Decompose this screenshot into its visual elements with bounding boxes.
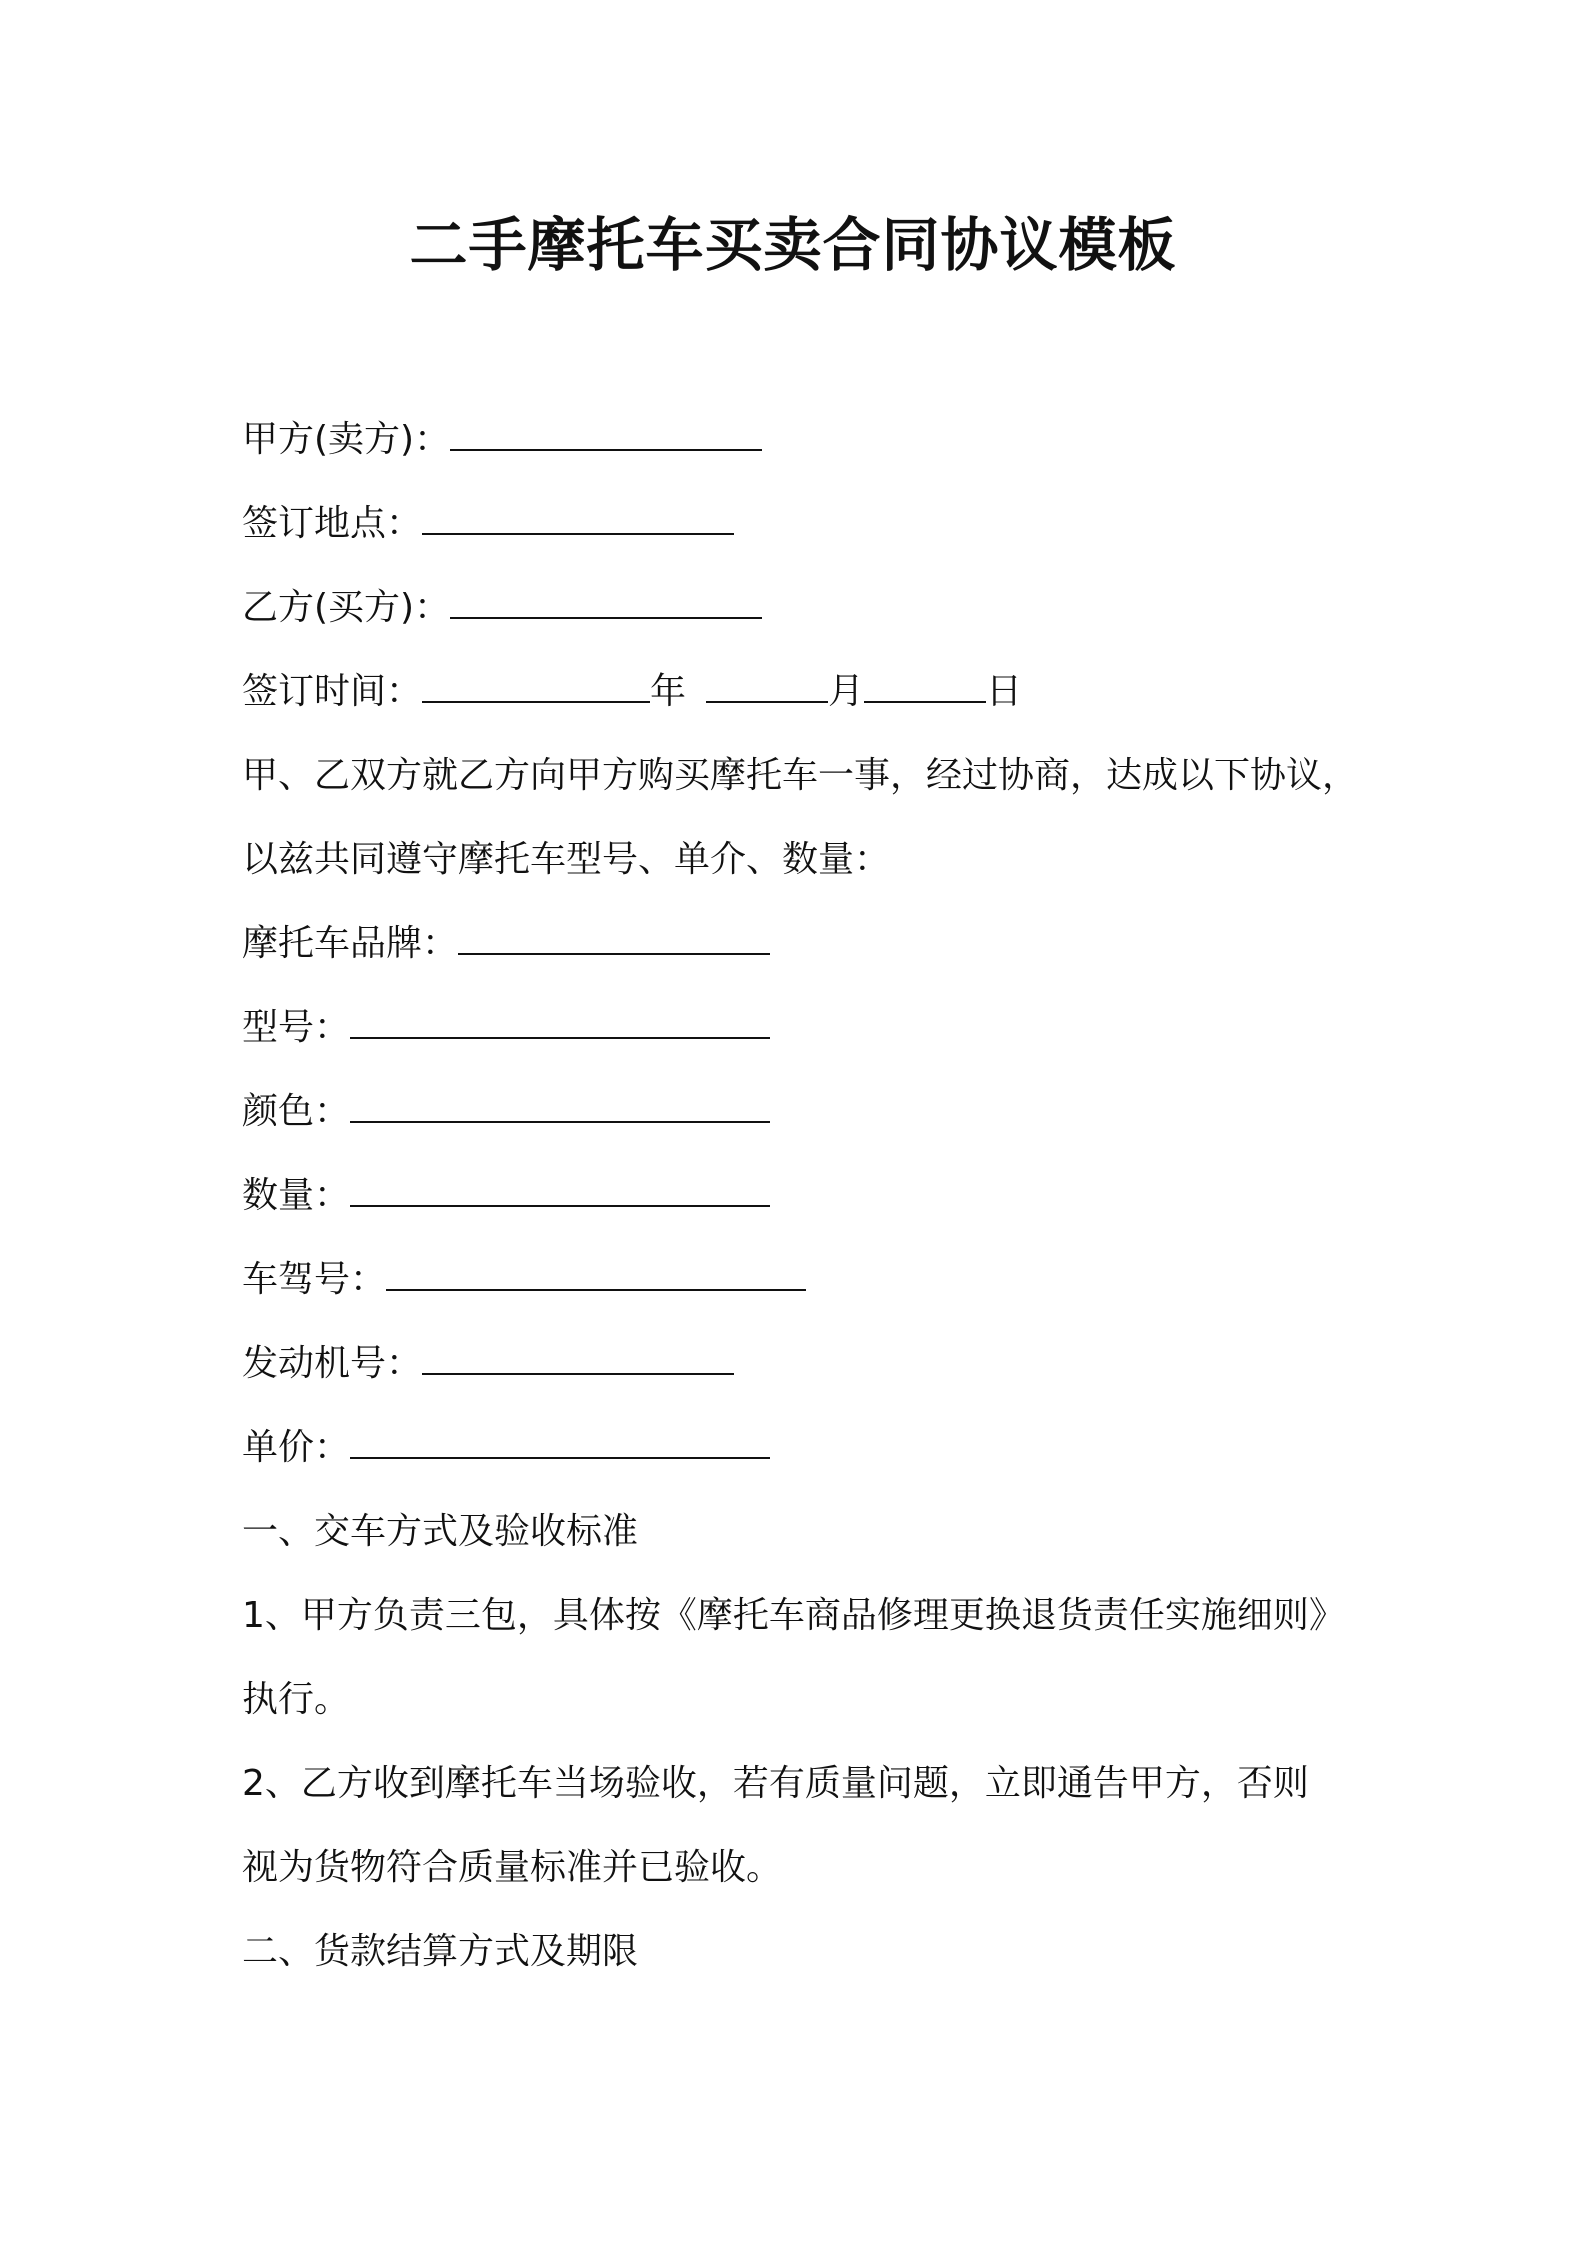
model-line — [242, 986, 1402, 1070]
year-blank — [422, 671, 650, 703]
sign-place-blank — [422, 503, 734, 535]
quantity-blank — [350, 1175, 770, 1207]
sign-time-line — [242, 650, 1402, 734]
sign-time-label: 签订时间： — [242, 671, 423, 712]
brand-line — [242, 902, 1402, 986]
price-blank — [350, 1427, 770, 1459]
contract-body — [242, 398, 1402, 1994]
section-1-heading: 一、交车方式及验收标准 — [242, 1511, 639, 1552]
party-a-label: 甲方(卖方)： — [242, 419, 451, 460]
section-1-item-2-line-2: 视为货物符合质量标准并已验收。 — [242, 1847, 783, 1888]
sign-place-line — [242, 482, 1402, 566]
license-blank — [386, 1259, 806, 1291]
party-b-line — [242, 566, 1402, 650]
quantity-line — [242, 1154, 1402, 1238]
quantity-label: 数量： — [242, 1175, 351, 1216]
price-line — [242, 1406, 1402, 1490]
section-2-heading: 二、货款结算方式及期限 — [242, 1931, 639, 1972]
intro-line-1: 甲、乙双方就乙方向甲方购买摩托车一事，经过协商，达成以下协议， — [242, 755, 1359, 796]
model-blank — [350, 1007, 770, 1039]
day-label: 日 — [986, 671, 1023, 712]
model-label: 型号： — [242, 1007, 351, 1048]
party-a-line — [242, 398, 1402, 482]
brand-blank — [458, 923, 770, 955]
party-b-label: 乙方(买方)： — [242, 587, 451, 628]
section-1-item-2-line-1: 2、乙方收到摩托车当场验收，若有质量问题，立即通告甲方，否则 — [242, 1763, 1309, 1804]
price-label: 单价： — [242, 1427, 351, 1468]
day-blank — [864, 671, 986, 703]
engine-label: 发动机号： — [242, 1343, 423, 1384]
intro-line-2: 以兹共同遵守摩托车型号、单介、数量： — [242, 839, 891, 880]
month-label: 月 — [828, 671, 865, 712]
engine-blank — [422, 1343, 734, 1375]
engine-line — [242, 1322, 1402, 1406]
document-title: 二手摩托车买卖合同协议模板 — [409, 211, 1177, 279]
color-label: 颜色： — [242, 1091, 351, 1132]
section-1-item-1-line-2: 执行。 — [242, 1679, 351, 1720]
license-label: 车驾号： — [242, 1259, 387, 1300]
section-1-item-1-line-1: 1、甲方负责三包，具体按《摩托车商品修理更换退货责任实施细则》 — [242, 1595, 1345, 1636]
color-blank — [350, 1091, 770, 1123]
party-a-blank — [450, 419, 762, 451]
brand-label: 摩托车品牌： — [242, 923, 459, 964]
year-label: 年 — [650, 671, 687, 712]
sign-place-label: 签订地点： — [242, 503, 423, 544]
license-line — [242, 1238, 1402, 1322]
party-b-blank — [450, 587, 762, 619]
color-line — [242, 1070, 1402, 1154]
month-blank — [706, 671, 828, 703]
